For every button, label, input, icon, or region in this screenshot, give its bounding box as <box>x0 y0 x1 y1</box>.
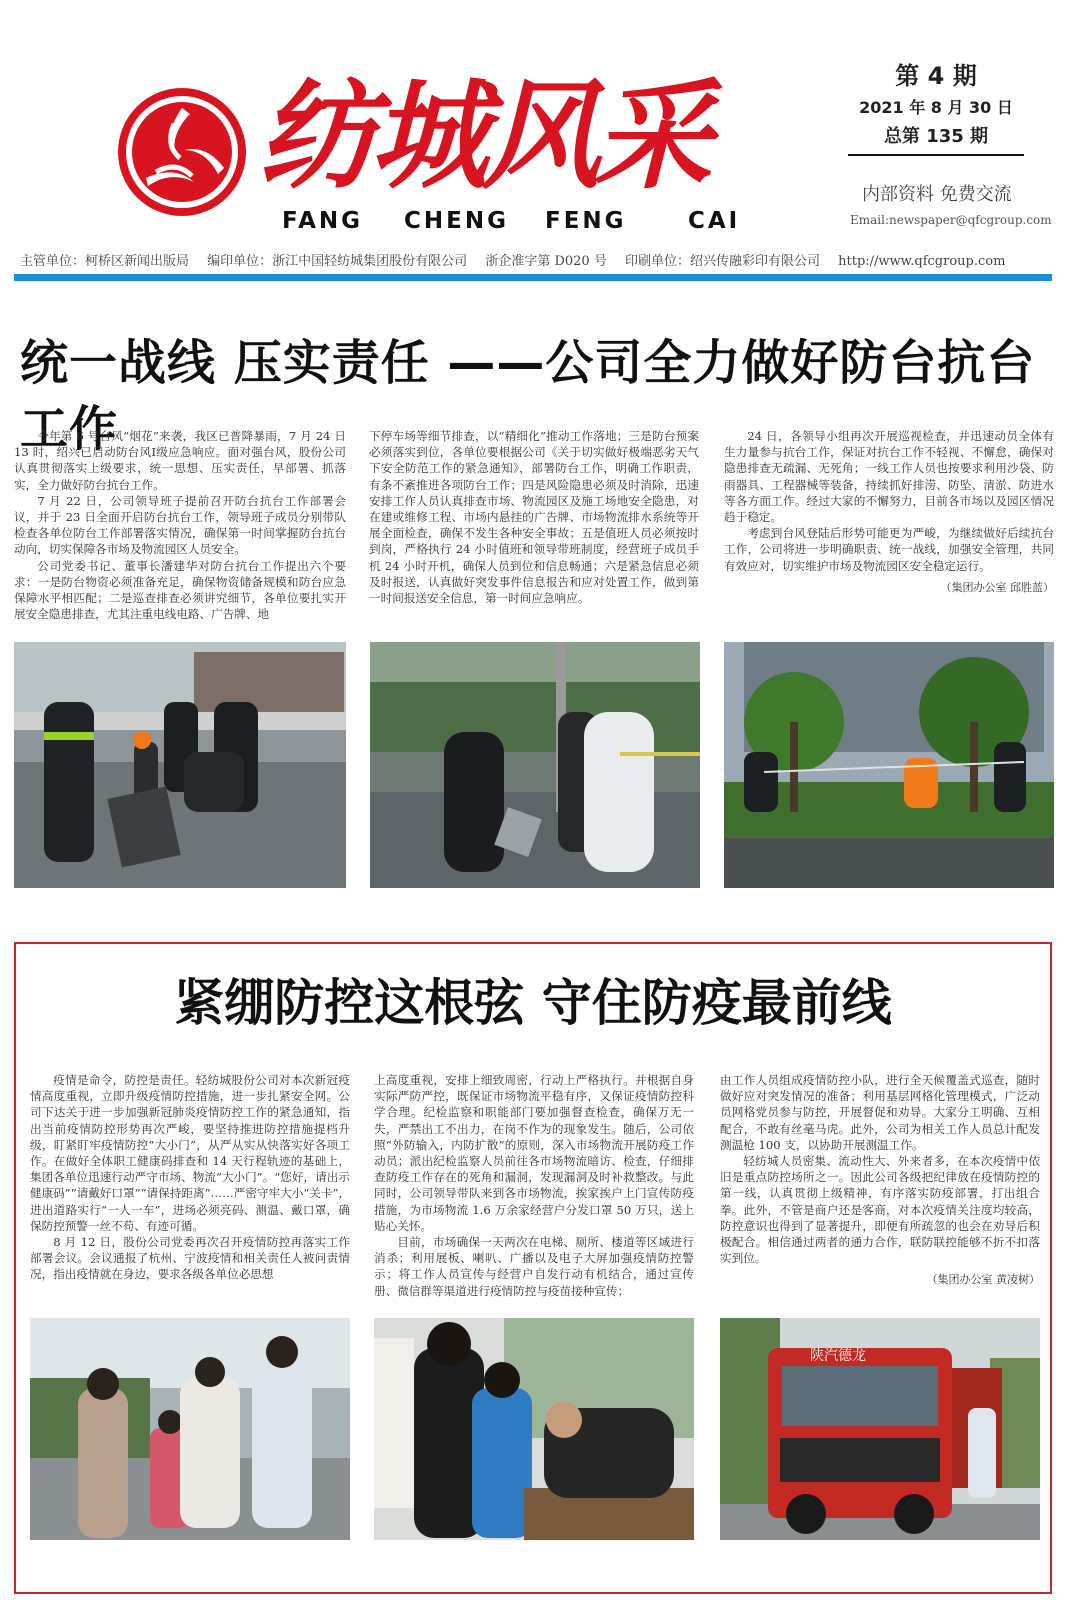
paragraph: 今年第 6 号台风“烟花”来袭，我区已普降暴雨，7 月 24 日 13 时，绍兴已启动防台风Ⅰ级应急响应。面对强台风，股份公司认真贯彻落实上级要求，统一思想、压实责任，早部署、抓落实，全力做好防台抗台工作。 <box>14 429 346 492</box>
internal-notice: 内部资料 免费交流 <box>862 184 1012 205</box>
publisher-info-bar <box>20 250 1050 269</box>
editor-unit: 编印单位：浙江中国轻纺城集团股份有限公司 <box>207 254 468 269</box>
article2-byline: （集团办公室 黄凌树） <box>926 1273 1040 1287</box>
paragraph: 7 月 22 日，公司领导班子提前召开防台抗台工作部署会议，并于 23 日全面开启防台抗台工作，领导班子成员分别带队检查各单位防台工作部署落实情况，确保第一时间掌握防台抗台动向，切实保障各市场及物流园区人员安全。 <box>14 493 346 557</box>
paragraph: 公司党委书记、董事长潘建华对防台抗台工作提出六个要求：一是防台物资必须准备充足，确保物资储备规模和防台应急保障水平相匹配；二是巡查排查必须讲究细节，各单位要扎实开展安全隐患排查，尤其注重电线电路、广告牌、地 <box>14 558 346 622</box>
paragraph: 8 月 12 日，股份公司党委再次召开疫情防控再落实工作部署会议。会议通报了杭州、宁波疫情和相关责任人被问责情况，指出疫情就在身边，要求各级各单位必思想 <box>30 1235 350 1282</box>
issue-total: 总第 135 期 <box>848 122 1024 156</box>
website-link[interactable]: http://www.qfcgroup.com <box>838 254 1006 269</box>
article2-column-1 <box>30 1072 350 1283</box>
article1-headline: 统一战线 压实责任 ——公司全力做好防台抗台工作 <box>20 335 1036 457</box>
paragraph: 目前，市场确保一天两次在电梯、厕所、楼道等区域进行消杀；利用展板、喇叭、广播以及电子大屏加强疫情防控警示；将工作人员宣传与经营户自发行动有机结合，通过宣传册、微信群等渠道进行疫情防控与疫苗接种宣传； <box>374 1235 694 1298</box>
pinyin-cai: CAI <box>688 208 741 234</box>
pinyin-cheng: CHENG <box>404 208 509 234</box>
issue-date: 2021 年 8 月 30 日 <box>859 98 1013 117</box>
pinyin-fang: FANG <box>282 208 363 234</box>
paragraph: 由工作人员组成疫情防控小队，进行全天候覆盖式巡查，随时做好应对突发情况的准备；利用基层网格化管理模式，广泛动员网格党员参与防控，开展督促和劝导。大家分工明确、互相配合，不敢有丝毫马虎。此外，公司为相关工作人员总计配发测温枪 100 支，以协助开展测温工作。 <box>720 1073 1040 1152</box>
article2-column-3 <box>720 1072 1040 1289</box>
paragraph: 轻纺城人员密集、流动性大、外来者多，在本次疫情中依旧是重点防控场所之一。因此公司各级把纪律放在疫情防控的第一线，认真贯彻上级精神，有序落实防疫部署，打出组合拳。此外，不管是商户还是客商，对本次疫情关注度均较高，防控意识也得到了显著提升，即便有所疏忽的也会在劝导后积极配合。相信通过两者的通力合作，联防联控能够不折不扣落实到位。 <box>720 1154 1040 1266</box>
logo-icon <box>118 88 246 216</box>
photo-raincoat-workers <box>370 642 700 888</box>
pinyin-feng: FENG <box>545 208 627 234</box>
paragraph: 24 日，各领导小组再次开展巡视检查，并迅速动员全体有生力量参与抗台工作，保证对抗台工作不轻视、不懈怠，确保对隐患排查无疏漏、无死角；一线工作人员也按要求利用沙袋、防雨器具、工程器械等装备，持续抓好排涝、防坠、清淤、防进水等各方面工作。经过大家的不懈努力，目前各市场以及园区情况趋于稳定。 <box>724 429 1054 525</box>
photo-health-code-check <box>30 1318 350 1540</box>
article1-column-3 <box>724 428 1054 596</box>
article2-column-2 <box>374 1072 694 1299</box>
article1-column-2 <box>369 428 699 606</box>
article1-byline: （集团办公室 邱胜蓝） <box>940 580 1054 594</box>
issue-number: 第 4 期 <box>895 62 977 90</box>
article2-headline: 紧绷防控这根弦 守住防疫最前线 <box>174 974 892 1032</box>
photo-truck-inspection <box>720 1318 1040 1540</box>
email-address: Email:newspaper@qfcgroup.com <box>850 213 1052 227</box>
license-number: 浙企准字第 D020 号 <box>485 254 607 269</box>
newspaper-title: 纺城风采 <box>258 66 707 205</box>
issue-info <box>848 58 1024 156</box>
paragraph: 下停车场等细节排查，以“精细化”推动工作落地；三是防台预案必须落实到位，各单位要根据公司《关于切实做好极端恶劣天气下安全防范工作的紧急通知》，部署防台工作，明确工作职责，有条不紊推进各项防台工作；四是风险隐患必须及时消除，迅速安排工作人员认真排查市场、物流园区及施工场地安全隐患，对在建或维修工程、市场内悬挂的广告牌、市场物流排水系统等开展全面检查，确保不发生各种安全事故；五是值班人员必须按时到岗，严格执行 24 小时值班和领导带班制度，经营班子成员手机 24 小时开机，确保人员到位和信息畅通；六是紧急信息必须及时报送，认真做好突发事件信息报告和应对处置工作，做到第一时间报送安全信息，第一时间应急响应。 <box>369 429 699 606</box>
photo-registration-desk <box>374 1318 694 1540</box>
photo-drain-clearing <box>14 642 346 888</box>
header-divider <box>14 274 1052 281</box>
printer-unit: 印刷单位：绍兴传融彩印有限公司 <box>624 254 820 269</box>
truck-brand-text: 陕汽德龙 <box>810 1348 866 1364</box>
article1-column-1 <box>14 428 346 622</box>
supervisor-unit: 主管单位：柯桥区新闻出版局 <box>20 254 190 269</box>
paragraph: 上高度重视，安排上细致周密，行动上严格执行。并根据自身实际严防严控，既保证市场物流平稳有序，又保证疫情防控科学合理。纪检监察和职能部门要加强督查检查，确保万无一失，严禁出工不出力，在岗不作为的现象发生。随后，公司依照“外防输入，内防扩散”的原则，深入市场物流开展防疫工作动员；派出纪检监察人员前往各市场物流暗访、检查，仔细排查防疫工作存在的死角和漏洞，发现漏洞及时补救整改。与此同时，公司领导带队来到各市场物流，挨家挨户上门宣传防疫措施，为市场物流 1.6 万余家经营户分发口罩 50 万只，送上贴心关怀。 <box>374 1073 694 1233</box>
photo-tree-securing <box>724 642 1054 888</box>
paragraph: 考虑到台风登陆后形势可能更为严峻，为继续做好后续抗台工作，公司将进一步明确职责、统一战线，加强安全管理，共同有效应对，切实维护市场及物流园区安全稳定运行。 <box>724 526 1054 573</box>
paragraph: 疫情是命令，防控是责任。轻纺城股份公司对本次新冠疫情高度重视，立即升级疫情防控措施，进一步扎紧安全网。公司下达关于进一步加强新冠肺炎疫情防控工作的紧急通知，指出当前疫情防控形势再次严峻，要坚持推进防控措施提档升级，盯紧盯牢疫情防控“大小门”，从严从实从快落实好各项工作。在做好全体职工健康码排查和 14 天行程轨迹的基础上，集团各单位迅速行动严守市场、物流“大小门”。“您好，请出示健康码”“请戴好口罩”“请保持距离”……严密守牢大小“关卡”，进出道路实行“一人一车”，进场必须亮码、测温、戴口罩，确保防控预警一丝不苟、有迹可循。 <box>30 1073 350 1233</box>
